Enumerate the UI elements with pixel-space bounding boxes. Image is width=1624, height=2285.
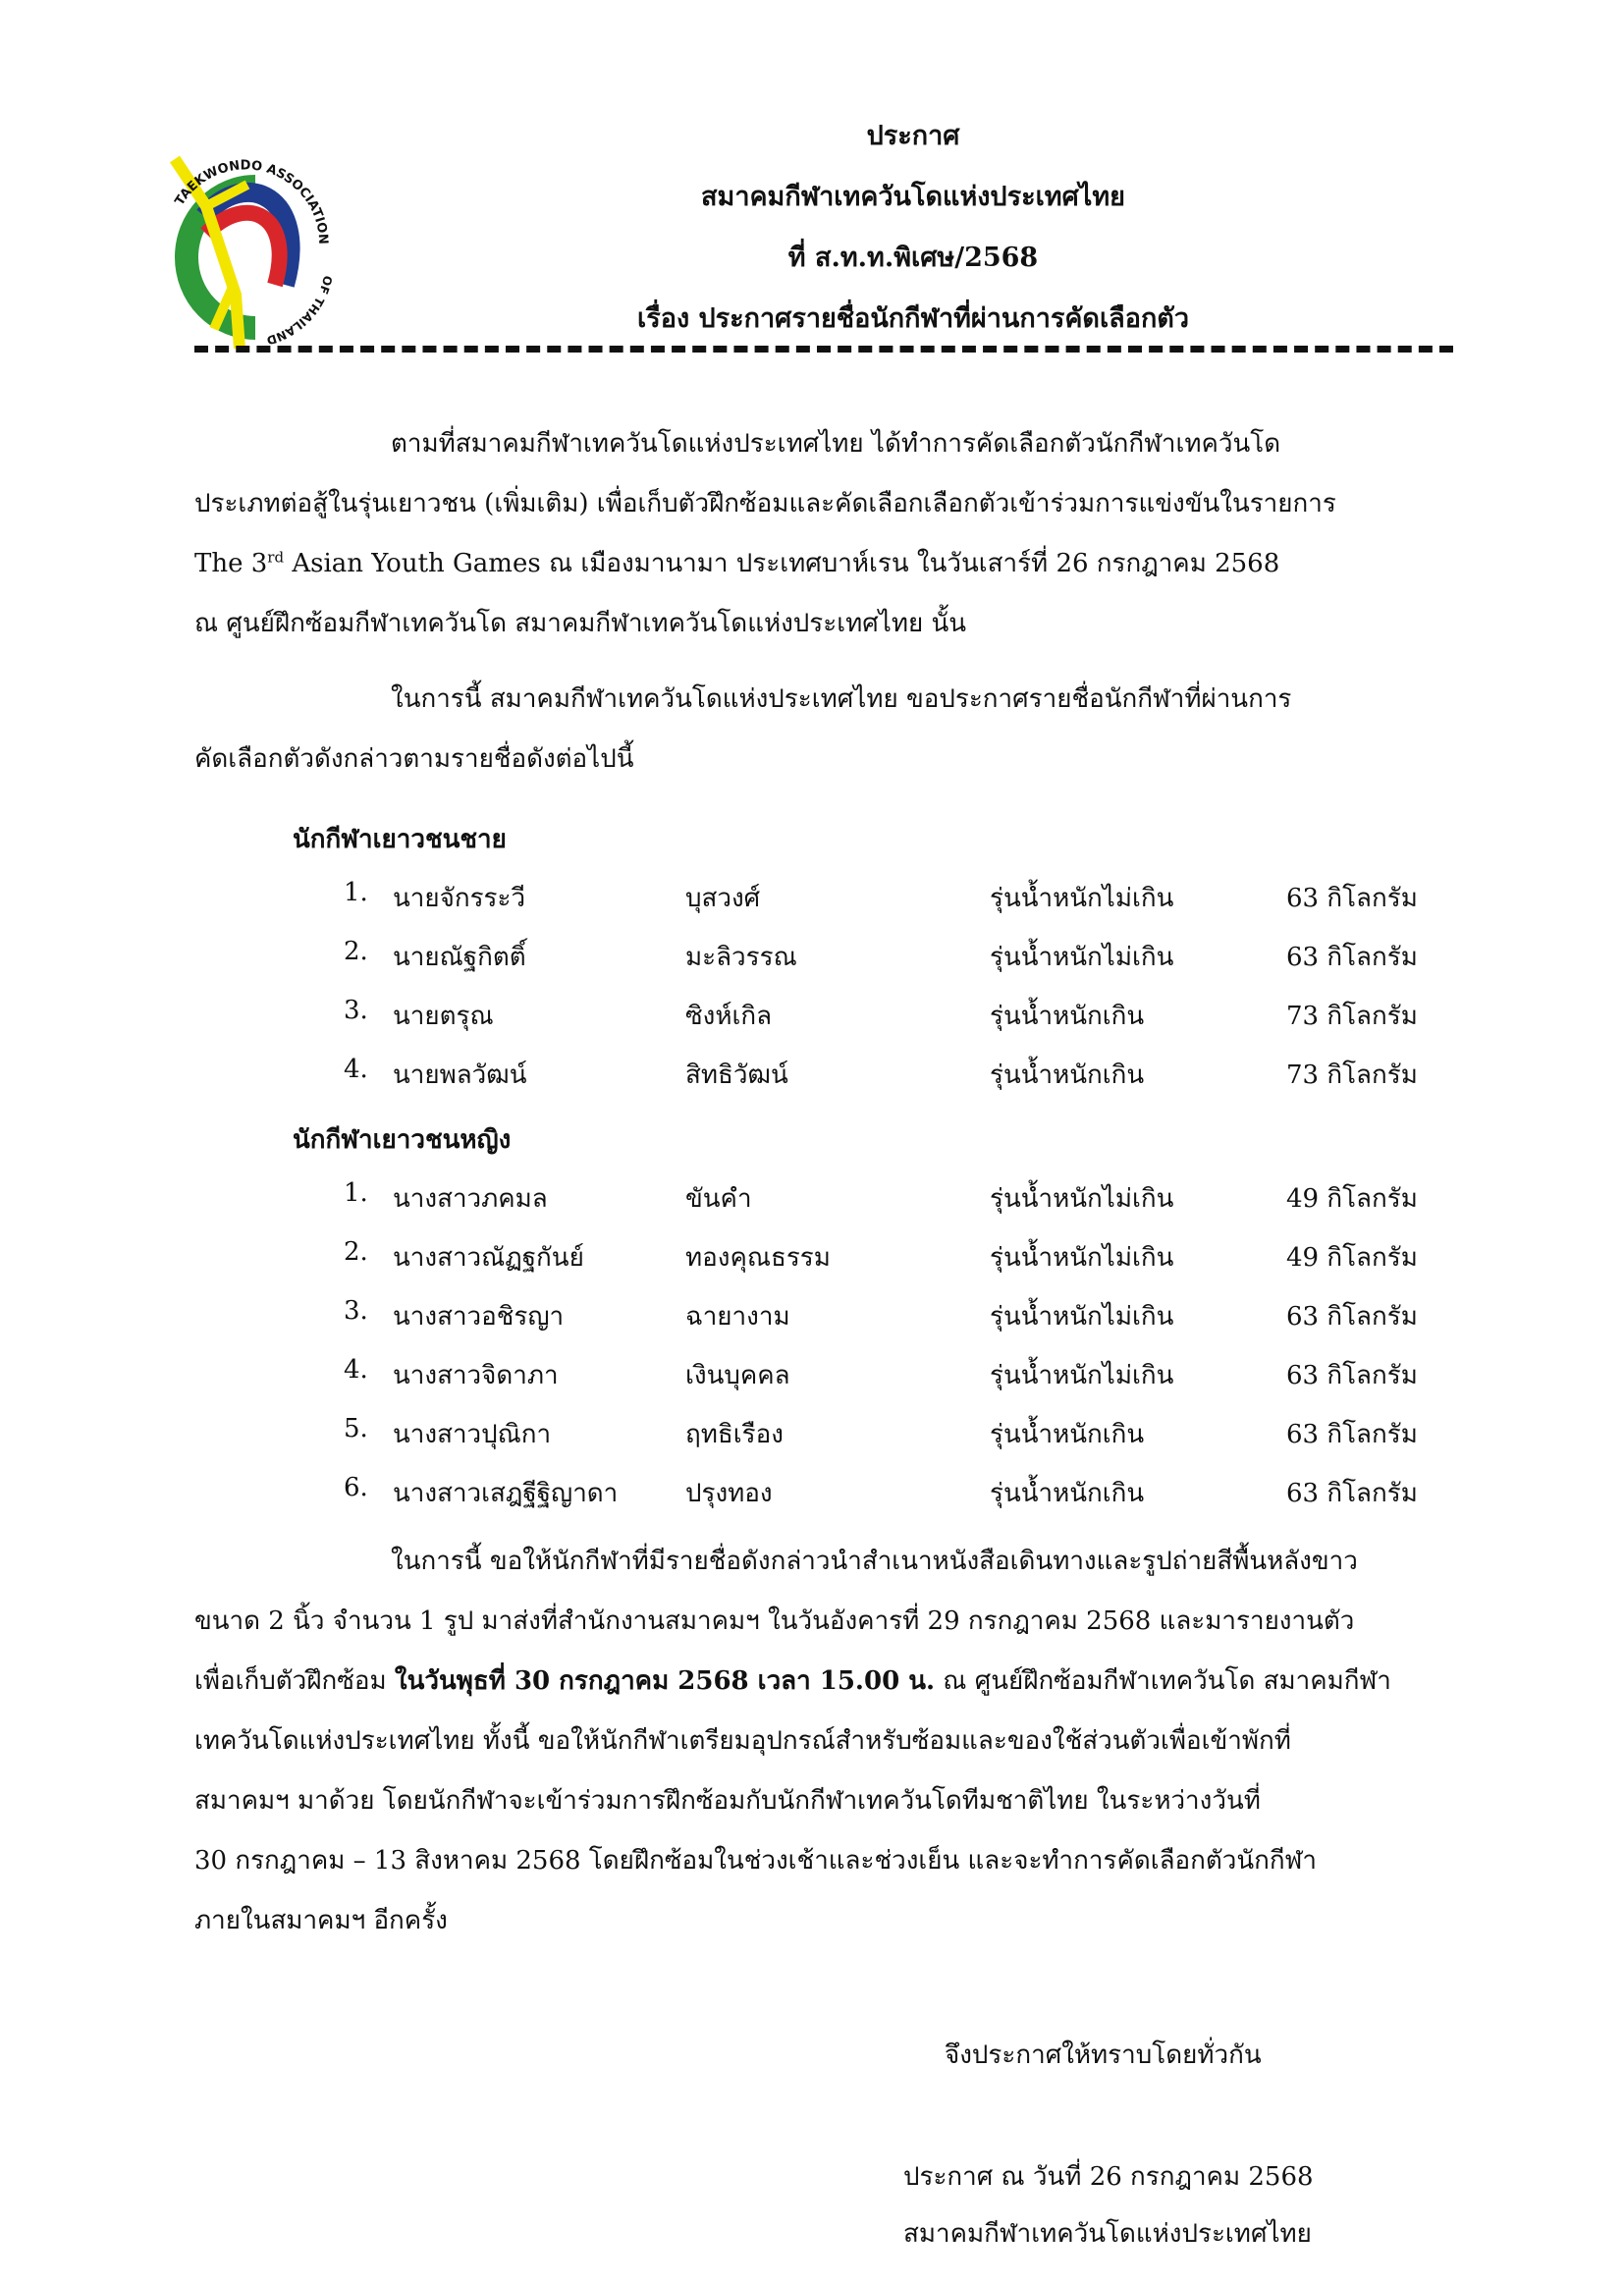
- athlete-last-name: ซิงห์เกิล: [685, 1002, 773, 1031]
- logo-text-top: TAEKWONDO ASSOCIATION: [172, 158, 331, 245]
- athlete-row: [0, 1355, 1624, 1414]
- intro-line-3: [194, 534, 1453, 594]
- weight-limit: 73 กิโลกรัม: [1286, 1061, 1418, 1090]
- athlete-number: 2.: [344, 937, 368, 966]
- closing-statement: จึงประกาศให้ทราบโดยทั่วกัน: [945, 2040, 1262, 2070]
- header-reference-number: ที่ ส.ท.ท.พิเศษ/2568: [787, 243, 1039, 273]
- intro-event-detail: Asian Youth Games ณ เมืองมานามา ประเทศบาห์เรน ในวันเสาร์ที่ 26 กรกฎาคม 2568: [284, 549, 1280, 578]
- athlete-last-name: ฉายางาม: [685, 1302, 790, 1332]
- athlete-number: 3.: [344, 1296, 368, 1326]
- weight-limit: 63 กิโลกรัม: [1286, 1479, 1418, 1508]
- weight-limit: 63 กิโลกรัม: [1286, 1420, 1418, 1449]
- weight-class: รุ่นน้ำหนักเกิน: [990, 1061, 1145, 1090]
- paragraph-instructions: [194, 1532, 1453, 1951]
- athlete-last-name: ทองคุณธรรม: [685, 1243, 831, 1273]
- athlete-number: 4.: [344, 1055, 368, 1084]
- instructions-line-6: 30 กรกฎาคม – 13 สิงหาคม 2568 โดยฝึกซ้อมในช่วงเช้าและช่วงเย็น และจะทำการคัดเลือกตัวนักกีฬา: [194, 1846, 1318, 1876]
- athlete-row: [0, 996, 1624, 1055]
- athlete-row: [0, 1414, 1624, 1473]
- instructions-line-1: ในการนี้ ขอให้นักกีฬาที่มีรายชื่อดังกล่าวนำสำเนาหนังสือเดินทางและรูปถ่ายสีพื้นหลังขาว: [391, 1547, 1358, 1576]
- signature-organization: สมาคมกีฬาเทควันโดแห่งประเทศไทย: [903, 2219, 1312, 2249]
- athlete-first-name: นางสาวภคมล: [393, 1184, 548, 1214]
- athlete-first-name: นายจักรระวี: [393, 884, 526, 913]
- intro-line-4: ณ ศูนย์ฝึกซ้อมกีฬาเทควันโด สมาคมกีฬาเทควันโดแห่งประเทศไทย นั้น: [194, 609, 967, 638]
- athlete-first-name: นางสาวอชิรญา: [393, 1302, 565, 1332]
- intro-event-prefix: The 3: [194, 549, 268, 578]
- weight-class: รุ่นน้ำหนักไม่เกิน: [990, 943, 1174, 972]
- athlete-first-name: นางสาวจิดาภา: [393, 1361, 559, 1390]
- athlete-number: 3.: [344, 996, 368, 1025]
- weight-class: รุ่นน้ำหนักไม่เกิน: [990, 1302, 1174, 1332]
- weight-limit: 49 กิโลกรัม: [1286, 1184, 1418, 1214]
- athlete-row: [0, 1296, 1624, 1355]
- athlete-first-name: นางสาวเสฎฐีฐิญาดา: [393, 1479, 619, 1508]
- athlete-number: 4.: [344, 1355, 368, 1385]
- athlete-row: [0, 1055, 1624, 1114]
- weight-class: รุ่นน้ำหนักไม่เกิน: [990, 1243, 1174, 1273]
- weight-limit: 73 กิโลกรัม: [1286, 1002, 1418, 1031]
- athlete-first-name: นายพลวัฒน์: [393, 1061, 527, 1090]
- instructions-line-2: ขนาด 2 นิ้ว จำนวน 1 รูป มาส่งที่สำนักงานสมาคมฯ ในวันอังคารที่ 29 กรกฎาคม 2568 และมารายงานตัว: [194, 1606, 1355, 1636]
- weight-limit: 63 กิโลกรัม: [1286, 1361, 1418, 1390]
- weight-class: รุ่นน้ำหนักไม่เกิน: [990, 1184, 1174, 1214]
- athlete-last-name: ฤทธิเรือง: [685, 1420, 784, 1449]
- announce-line-1: ในการนี้ สมาคมกีฬาเทควันโดแห่งประเทศไทย ขอประกาศรายชื่อนักกีฬาที่ผ่านการ: [391, 684, 1292, 714]
- intro-line-1: ตามที่สมาคมกีฬาเทควันโดแห่งประเทศไทย ได้ทำการคัดเลือกตัวนักกีฬาเทควันโด: [391, 429, 1281, 459]
- athlete-row: [0, 1178, 1624, 1237]
- athlete-last-name: เงินบุคคล: [685, 1361, 790, 1390]
- athlete-number: 1.: [344, 1178, 368, 1208]
- instructions-location: ณ ศูนย์ฝึกซ้อมกีฬาเทควันโด สมาคมกีฬา: [935, 1666, 1391, 1696]
- instructions-line-3: [194, 1652, 1453, 1712]
- weight-class: รุ่นน้ำหนักเกิน: [990, 1002, 1145, 1031]
- athlete-number: 5.: [344, 1414, 368, 1443]
- athlete-number: 1.: [344, 878, 368, 907]
- athlete-number: 2.: [344, 1237, 368, 1267]
- athlete-last-name: ขันคำ: [685, 1184, 752, 1214]
- athlete-last-name: ปรุงทอง: [685, 1479, 773, 1508]
- weight-limit: 63 กิโลกรัม: [1286, 943, 1418, 972]
- boys-group-title: นักกีฬาเยาวชนชาย: [293, 825, 507, 854]
- instructions-line-4: เทควันโดแห่งประเทศไทย ทั้งนี้ ขอให้นักกีฬาเตรียมอุปกรณ์สำหรับซ้อมและของใช้ส่วนตัวเพื่อเข้าพักที่: [194, 1726, 1291, 1756]
- athlete-row: [0, 1237, 1624, 1296]
- instructions-purpose: เพื่อเก็บตัวฝึกซ้อม: [194, 1666, 395, 1696]
- athlete-row: [0, 878, 1624, 937]
- athlete-first-name: นางสาวณัฏฐกันย์: [393, 1243, 584, 1273]
- athlete-row: [0, 1473, 1624, 1532]
- taekwondo-association-logo: [137, 137, 339, 349]
- paragraph-announce: [194, 670, 1453, 789]
- athlete-number: 6.: [344, 1473, 368, 1502]
- instructions-report-date: ในวันพุธที่ 30 กรกฎาคม 2568 เวลา 15.00 น.: [394, 1666, 936, 1696]
- announcement-date: ประกาศ ณ วันที่ 26 กรกฎาคม 2568: [903, 2162, 1314, 2192]
- dotted-separator: [194, 346, 1453, 353]
- instructions-line-5: สมาคมฯ มาด้วย โดยนักกีฬาจะเข้าร่วมการฝึกซ้อมกับนักกีฬาเทควันโดทีมชาติไทย ในระหว่างวันที่: [194, 1786, 1261, 1816]
- intro-ordinal-suffix: rd: [267, 548, 285, 567]
- logo-text-bottom: OF THAILAND: [264, 274, 335, 348]
- announce-line-2: คัดเลือกตัวดังกล่าวตามรายชื่อดังต่อไปนี้: [194, 744, 634, 774]
- athlete-last-name: มะลิวรรณ: [685, 943, 797, 972]
- weight-limit: 63 กิโลกรัม: [1286, 884, 1418, 913]
- athlete-last-name: บุสวงศ์: [685, 884, 761, 913]
- weight-class: รุ่นน้ำหนักไม่เกิน: [990, 884, 1174, 913]
- weight-class: รุ่นน้ำหนักเกิน: [990, 1420, 1145, 1449]
- weight-class: รุ่นน้ำหนักไม่เกิน: [990, 1361, 1174, 1390]
- svg-text:OF THAILAND: [265, 274, 335, 347]
- athlete-row: [0, 937, 1624, 996]
- weight-class: รุ่นน้ำหนักเกิน: [990, 1479, 1145, 1508]
- instructions-line-7: ภายในสมาคมฯ อีกครั้ง: [194, 1906, 448, 1935]
- header-title: ประกาศ: [866, 121, 960, 151]
- header-organization: สมาคมกีฬาเทควันโดแห่งประเทศไทย: [701, 182, 1125, 212]
- header-subject: เรื่อง ประกาศรายชื่อนักกีฬาที่ผ่านการคัดเลือกตัว: [637, 303, 1189, 334]
- athlete-first-name: นายณัฐกิตติ์: [393, 943, 526, 972]
- athlete-last-name: สิทธิวัฒน์: [685, 1061, 788, 1090]
- intro-line-2: ประเภทต่อสู้ในรุ่นเยาวชน (เพิ่มเติม) เพื่อเก็บตัวฝึกซ้อมและคัดเลือกเลือกตัวเข้าร่วมการแข่งขันในรายการ: [194, 489, 1336, 518]
- paragraph-intro: [194, 414, 1453, 654]
- athlete-first-name: นายตรุณ: [393, 1002, 494, 1031]
- athlete-first-name: นางสาวปุณิกา: [393, 1420, 552, 1449]
- girls-group-title: นักกีฬาเยาวชนหญิง: [293, 1125, 512, 1155]
- weight-limit: 49 กิโลกรัม: [1286, 1243, 1418, 1273]
- weight-limit: 63 กิโลกรัม: [1286, 1302, 1418, 1332]
